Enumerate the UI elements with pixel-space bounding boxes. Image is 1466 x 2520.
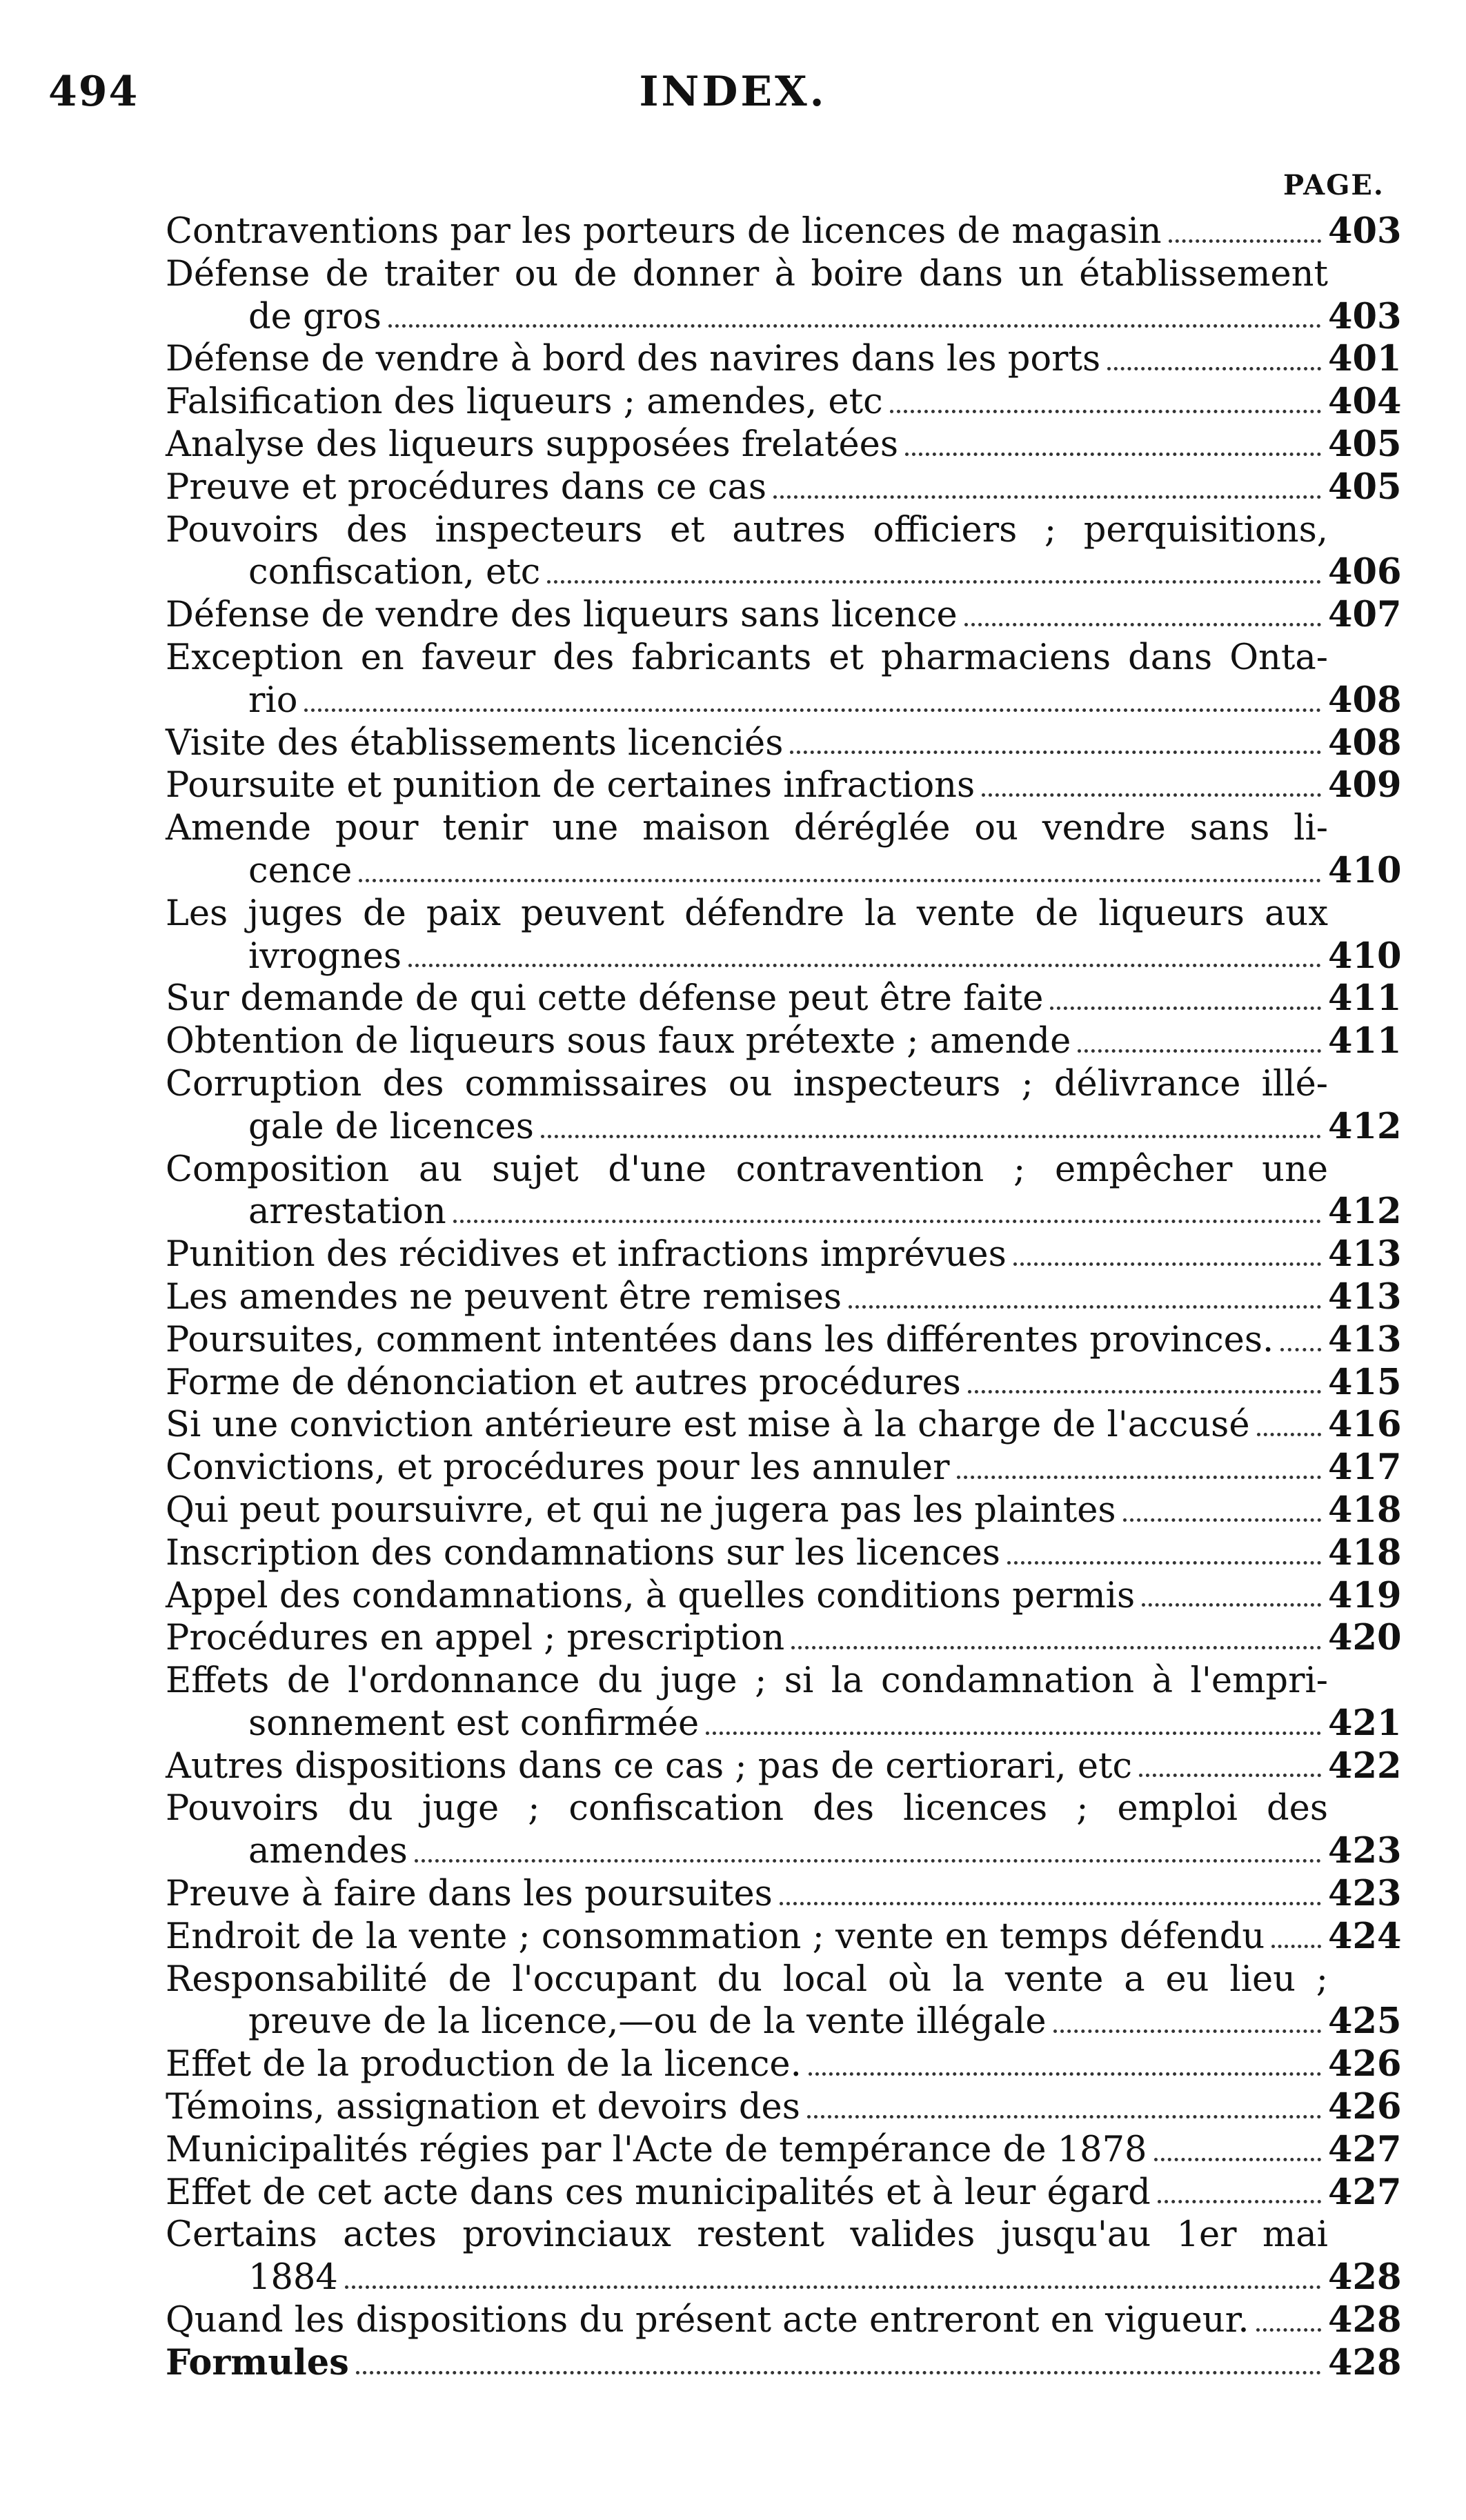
index-entry-text: Défense de traiter ou de donner à boire dans un établissement (166, 253, 1328, 295)
dot-leader (807, 2115, 1321, 2119)
index-entry-continuation: rio (248, 679, 298, 721)
index-entry-text: Appel des condamnations, à quelles conditions permis (166, 1575, 1136, 1616)
dot-leader (356, 2371, 1321, 2374)
index-entry-page: 405 (1328, 423, 1402, 465)
index-entry-page: 423 (1328, 1830, 1402, 1872)
dot-leader (1013, 1262, 1321, 1266)
index-entry (166, 1617, 1402, 1660)
index-entry (166, 423, 1402, 466)
index-entry-text: Punition des récidives et infractions imprévues (166, 1234, 1007, 1276)
index-entry-page: 418 (1328, 1531, 1402, 1574)
dot-leader (1280, 1348, 1321, 1351)
index-entry-page: 427 (1328, 2171, 1402, 2213)
index-entry-page: 428 (1328, 2256, 1402, 2299)
index-entry-text: Preuve et procédures dans ce cas (166, 466, 767, 508)
page-column-header: PAGE. (1283, 169, 1385, 201)
dot-leader (1139, 1774, 1321, 1777)
index-entry (166, 2341, 1402, 2385)
index-entry-page: 406 (1328, 551, 1402, 593)
index-entry-text: Effet de cet acte dans ces municipalités et à leur égard (166, 2172, 1151, 2213)
index-entry-text: Les juges de paix peuvent défendre la vente de liqueurs aux (166, 893, 1328, 934)
index-entry-text: Amende pour tenir une maison déréglée ou vendre sans li- (166, 808, 1328, 849)
index-entry-text: Certains actes provinciaux restent valides jusqu'au 1er mai (166, 2214, 1328, 2256)
index-entry-page: 403 (1328, 295, 1402, 337)
index-entry (166, 1873, 1402, 1916)
index-entry-continuation-line (166, 551, 1402, 594)
dot-leader (359, 879, 1321, 882)
index-entry-continuation: arrestation (248, 1191, 446, 1233)
index-entry (166, 764, 1402, 807)
dot-leader (1257, 1433, 1321, 1436)
dot-leader (964, 623, 1321, 626)
index-entry-page: 411 (1328, 978, 1402, 1020)
index-entry-page: 416 (1328, 1404, 1402, 1446)
index-entry-page: 415 (1328, 1361, 1402, 1403)
dot-leader (1142, 1603, 1321, 1607)
index-entry (166, 1318, 1402, 1362)
index-entry-text: Procédures en appel ; prescription (166, 1618, 785, 1659)
index-entry-text: Poursuites, comment intentées dans les différentes provinces. (166, 1319, 1274, 1360)
index-entry-continuation: preuve de la licence,—ou de la vente illégale (248, 2001, 1047, 2043)
dot-leader (773, 495, 1321, 499)
index-entry-continuation-line (166, 935, 1402, 978)
index-entry-page: 401 (1328, 338, 1402, 380)
index-entry (166, 509, 1402, 595)
index-entry (166, 1020, 1402, 1063)
dot-leader (304, 708, 1321, 712)
index-entry-text: Poursuite et punition de certaines infractions (166, 765, 975, 806)
index-entry-page: 408 (1328, 679, 1402, 721)
index-entry (166, 1915, 1402, 1958)
index-entry-page: 424 (1328, 1915, 1402, 1957)
index-entry (166, 338, 1402, 381)
index-entry (166, 2043, 1402, 2086)
index-entry-continuation-line (166, 679, 1402, 722)
index-entry-page: 413 (1328, 1318, 1402, 1360)
index-entry (166, 594, 1402, 637)
index-entry (166, 1489, 1402, 1532)
index-entry-text: Obtention de liqueurs sous faux prétexte ; amende (166, 1021, 1071, 1062)
index-entry (166, 1574, 1402, 1618)
index-entry-page: 423 (1328, 1873, 1402, 1915)
index-entry-text: Forme de dénonciation et autres procédures (166, 1362, 961, 1403)
dot-leader (415, 1859, 1321, 1863)
index-entry-page: 428 (1328, 2299, 1402, 2341)
index-entry-continuation-line (166, 1105, 1402, 1149)
index-entry-text: Falsification des liqueurs ; amendes, etc (166, 381, 883, 423)
dot-leader (890, 410, 1321, 413)
index-entry-page: 407 (1328, 594, 1402, 636)
index-entry (166, 2214, 1402, 2299)
index-entry-page: 405 (1328, 466, 1402, 508)
index-entry-text: Inscription des condamnations sur les licences (166, 1532, 1000, 1574)
index-entry-page: 410 (1328, 849, 1402, 891)
index-entry-page: 412 (1328, 1191, 1402, 1233)
dot-leader (849, 1305, 1321, 1309)
index-entry-text: Défense de vendre des liqueurs sans licence (166, 595, 958, 636)
index-entry (166, 1787, 1402, 1873)
dot-leader (780, 1902, 1321, 1905)
index-entry-page: 428 (1328, 2341, 1402, 2383)
index-entry-continuation: amendes (248, 1831, 408, 1872)
index-entry-page: 410 (1328, 935, 1402, 977)
dot-leader (957, 1476, 1322, 1479)
dot-leader (1107, 367, 1321, 370)
index-entry (166, 381, 1402, 424)
dot-leader (541, 1135, 1321, 1138)
index-entry (166, 253, 1402, 339)
dot-leader (345, 2285, 1321, 2289)
index-entry (166, 1063, 1402, 1149)
dot-leader (790, 751, 1321, 754)
dot-leader (547, 580, 1321, 584)
index-entry-text: Corruption des commissaires ou inspecteurs ; délivrance illé- (166, 1063, 1328, 1104)
index-entry (166, 2171, 1402, 2214)
index-entry-continuation: confiscation, etc (248, 552, 541, 593)
index-entry-continuation-line (166, 849, 1402, 893)
index-entry-text: Contraventions par les porteurs de licences de magasin (166, 211, 1162, 252)
index-entry-page: 404 (1328, 381, 1402, 423)
index-entry-continuation-line (166, 2256, 1402, 2299)
dot-leader (1169, 239, 1321, 243)
index-entry-continuation: 1884 (248, 2257, 338, 2299)
index-entry (166, 722, 1402, 765)
index-entry-text: Responsabilité de l'occupant du local où la vente a eu lieu ; (166, 1958, 1328, 2000)
index-list (166, 210, 1402, 2385)
index-entry-continuation-line (166, 2001, 1402, 2043)
index-entry (166, 1531, 1402, 1575)
index-entry (166, 1745, 1402, 1788)
dot-leader (408, 964, 1321, 967)
index-entry-text: Preuve à faire dans les poursuites (166, 1874, 773, 1915)
index-entry (166, 1233, 1402, 1276)
index-entry-text: Effets de l'ordonnance du juge ; si la condamnation à l'empri- (166, 1660, 1328, 1702)
index-entry-text: Municipalités régies par l'Acte de tempérance de 1878 (166, 2129, 1147, 2170)
index-entry-text: Autres dispositions dans ce cas ; pas de certiorari, etc (166, 1745, 1133, 1787)
dot-leader (1158, 2200, 1321, 2203)
dot-leader (1256, 2328, 1321, 2332)
index-entry-page: 413 (1328, 1233, 1402, 1276)
index-entry-continuation: ivrognes (248, 935, 402, 977)
index-entry (166, 466, 1402, 509)
index-entry-text: Endroit de la vente ; consommation ; vente en temps défendu (166, 1916, 1265, 1957)
dot-leader (1050, 1006, 1321, 1010)
index-entry-text: Qui peut poursuivre, et qui ne jugera pas les plaintes (166, 1489, 1116, 1531)
index-entry-continuation: de gros (248, 296, 382, 337)
dot-leader (1078, 1049, 1321, 1053)
dot-leader (809, 2072, 1321, 2076)
dot-leader (453, 1220, 1321, 1223)
index-entry-text: Pouvoirs des inspecteurs et autres officiers ; perquisitions, (166, 509, 1328, 550)
index-entry-page: 421 (1328, 1702, 1402, 1744)
index-entry-text: Convictions, et procédures pour les annuler (166, 1447, 950, 1489)
index-entry-page: 426 (1328, 2086, 1402, 2128)
index-entry-page: 426 (1328, 2043, 1402, 2085)
dot-leader (1271, 1945, 1321, 1948)
index-entry-page: 413 (1328, 1276, 1402, 1318)
index-entry-page: 419 (1328, 1574, 1402, 1616)
index-entry (166, 2128, 1402, 2172)
index-entry-page: 418 (1328, 1489, 1402, 1531)
index-entry-page: 417 (1328, 1447, 1402, 1489)
index-entry-continuation-line (166, 1830, 1402, 1873)
index-entry (166, 210, 1402, 253)
index-entry-page: 427 (1328, 2128, 1402, 2170)
index-entry-page: 425 (1328, 2001, 1402, 2043)
index-entry-continuation-line (166, 295, 1402, 339)
index-entry (166, 1404, 1402, 1447)
index-entry (166, 807, 1402, 893)
index-entry-text: Si une conviction antérieure est mise à la charge de l'accusé (166, 1405, 1250, 1446)
dot-leader (1053, 2030, 1321, 2033)
index-entry (166, 1447, 1402, 1489)
index-entry-continuation: cence (248, 850, 353, 891)
index-entry (166, 1276, 1402, 1319)
index-entry (166, 1149, 1402, 1234)
dot-leader (968, 1390, 1321, 1393)
dot-leader (982, 793, 1321, 797)
dot-leader (905, 453, 1321, 456)
index-entry-text: Formules (166, 2341, 349, 2383)
index-entry-text: Visite des établissements licenciés (166, 722, 784, 764)
index-entry (166, 637, 1402, 722)
index-entry-text: Sur demande de qui cette défense peut être faite (166, 978, 1044, 1020)
index-entry (166, 2086, 1402, 2129)
dot-leader (791, 1646, 1321, 1649)
dot-leader (706, 1732, 1321, 1735)
index-entry-page: 422 (1328, 1745, 1402, 1787)
dot-leader (388, 324, 1321, 328)
index-entry-continuation: sonnement est confirmée (248, 1703, 700, 1744)
index-entry-continuation-line (166, 1702, 1402, 1745)
index-entry-text: Exception en faveur des fabricants et pharmaciens dans Onta- (166, 637, 1328, 678)
running-title: INDEX. (639, 68, 827, 116)
index-entry (166, 893, 1402, 978)
index-entry-page: 408 (1328, 722, 1402, 764)
index-entry-text: Pouvoirs du juge ; confiscation des licences ; emploi des (166, 1788, 1328, 1829)
dot-leader (1123, 1518, 1321, 1522)
index-entry-page: 409 (1328, 764, 1402, 806)
dot-leader (1154, 2158, 1322, 2161)
index-entry (166, 1361, 1402, 1405)
index-entry-page: 412 (1328, 1105, 1402, 1147)
index-entry-page: 403 (1328, 210, 1402, 252)
index-entry-page: 420 (1328, 1617, 1402, 1659)
index-entry-text: Quand les dispositions du présent acte entreront en vigueur. (166, 2300, 1249, 2341)
index-entry-continuation-line (166, 1191, 1402, 1233)
index-entry-text: Effet de la production de la licence. (166, 2044, 802, 2085)
index-entry-text: Les amendes ne peuvent être remises (166, 1276, 842, 1318)
index-entry (166, 1660, 1402, 1745)
index-entry (166, 1958, 1402, 2044)
index-entry-continuation: gale de licences (248, 1106, 534, 1147)
index-entry-text: Témoins, assignation et devoirs des (166, 2087, 800, 2128)
index-entry-text: Composition au sujet d'une contravention ; empêcher une (166, 1149, 1328, 1190)
index-entry (166, 2299, 1402, 2342)
dot-leader (1007, 1561, 1321, 1565)
index-entry-text: Analyse des liqueurs supposées frelatées (166, 424, 899, 465)
index-entry-text: Défense de vendre à bord des navires dans les ports (166, 339, 1101, 380)
index-entry (166, 978, 1402, 1020)
index-entry-page: 411 (1328, 1020, 1402, 1062)
page-number: 494 (48, 68, 139, 116)
